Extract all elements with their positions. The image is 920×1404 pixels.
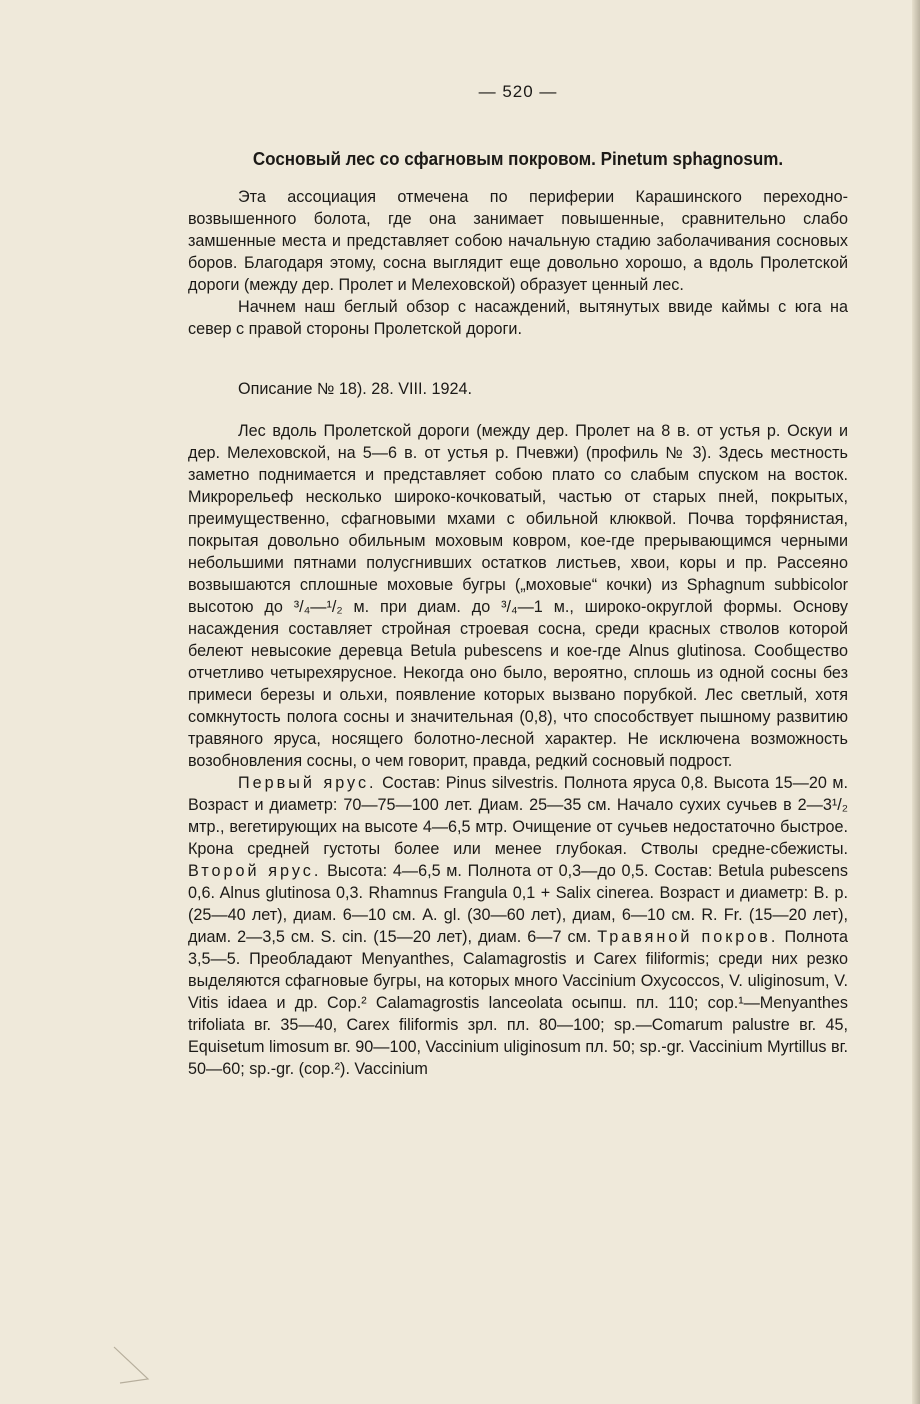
tier2-label: Второй ярус. — [188, 862, 322, 880]
tier1-text: Состав: Pinus silvestris. Полнота яруса 0,8. Высота 15—20 м. Возраст и диаметр: 70—75—100 лет. Диам. 25—35 см. Начало сухих сучьев в 2—3¹/₂ мтр., вегетирующих на высоте 4—6,5 мтр. Очищение от сучьев недостаточно быстрое. Крона средней густоты более или менее глубокая. Стволы средне-сбежисты. — [188, 774, 848, 858]
tier2-text: Высота: 4—6,5 м. Полнота от 0,3—до 0,5. Состав: Betula pubescens 0,6. Alnus glutinosa 0,3. Rhamnus Frangula 0,1 + Salix cinerea. Возраст и диаметр: B. p. (25—40 лет), диам. 6—10 см. A. gl. (30—60 лет), диам, 6—10 см. R. Fr. (15—20 лет), диам. 2—3,5 см. S. cin. (15—20 лет), диам. 6—7 см. — [188, 862, 848, 946]
tiers-paragraph — [188, 772, 848, 1080]
tier3-text: Полнота 3,5—5. Преобладают Menyanthes, Calamagrostis и Carex filiformis; среди них резко выделяются сфагновые бугры, на которых много Vaccinium Oxycoccos, V. uliginosum, V. Vitis idaea и др. Cop.² Calamagrostis lanceolata осыпш. пл. 110; cop.¹—Menyanthes trifoliata вг. 35—40, Carex filiformis зрл. пл. 80—100; sp.—Comarum palustre вг. 45, Equisetum limosum вг. 90—100, Vaccinium uliginosum пл. 50; sp.-gr. Vaccinium Myrtillus вг. 50—60; sp.-gr. (cop.²). Vaccinium — [188, 928, 848, 1078]
intro-paragraph-1: Эта ассоциация отмечена по периферии Карашинского переходно-возвышенного болота, где она занимает повышенные, сравнительно слабо замшенные места и представляет собою начальную стадию заболачивания сосновых боров. Благодаря этому, сосна выглядит еще довольно хорошо, а вдоль Пролетской дороги (между дер. Пролет и Мелеховской) образует ценный лес. — [188, 188, 848, 294]
description-block — [188, 420, 848, 1080]
intro-paragraph-2: Начнем наш беглый обзор с насаждений, вытянутых ввиде каймы с юга на север с правой стороны Пролетской дороги. — [188, 298, 848, 338]
page-number: — 520 — — [478, 82, 558, 101]
page-corner-fold-mark — [112, 1345, 152, 1385]
section-title: Сосновый лес со сфагновым покровом. Pinetum sphagnosum. — [252, 148, 784, 169]
tier1-label: Первый ярус. — [238, 774, 377, 792]
page-edge-shadow — [912, 0, 920, 1404]
record-heading: Описание № 18). 28. VIII. 1924. — [238, 380, 473, 398]
intro-block — [188, 186, 848, 340]
tier3-label: Травяной покров. — [597, 928, 779, 946]
description-paragraph: Лес вдоль Пролетской дороги (между дер. Пролет на 8 в. от устья р. Оскуи и дер. Мелеховской, на 5—6 в. от устья р. Пчевжи) (профиль № 3). Здесь местность заметно поднимается и представляет собою плато со слабым спуском на восток. Микрорельеф несколько широко-кочковатый, частью от старых пней, покрытых, преимущественно, сфагновыми мхами с обильной клюквой. Почва торфянистая, покрытая довольно обильным моховым ковром, кое-где прерывающимся черными небольшими пятнами полусгнивших остатков листьев, хвои, коры и пр. Рассеяно возвышаются сплошные моховые бугры („моховые“ кочки) из Sphagnum subbicolor высотою до ³/₄—¹/₂ м. при диам. до ³/₄—1 м., широко-округлой формы. Основу насаждения составляет стройная строевая сосна, среди красных стволов которой белеют невысокие деревца Betula pubescens и кое-где Alnus glutinosa. Сообщество отчетливо четырехярусное. Некогда оно было, вероятно, сплошь из одной сосны без примеси березы и ольхи, появление которых вызвано порубкой. Лес светлый, хотя сомкнутость полога сосны и значительная (0,8), что способствует пышному развитию травяного яруса, носящего болотно-лесной характер. Не исключена возможность возобновления сосны, о чем говорит, правда, редкий сосновый подрост. — [188, 422, 848, 770]
